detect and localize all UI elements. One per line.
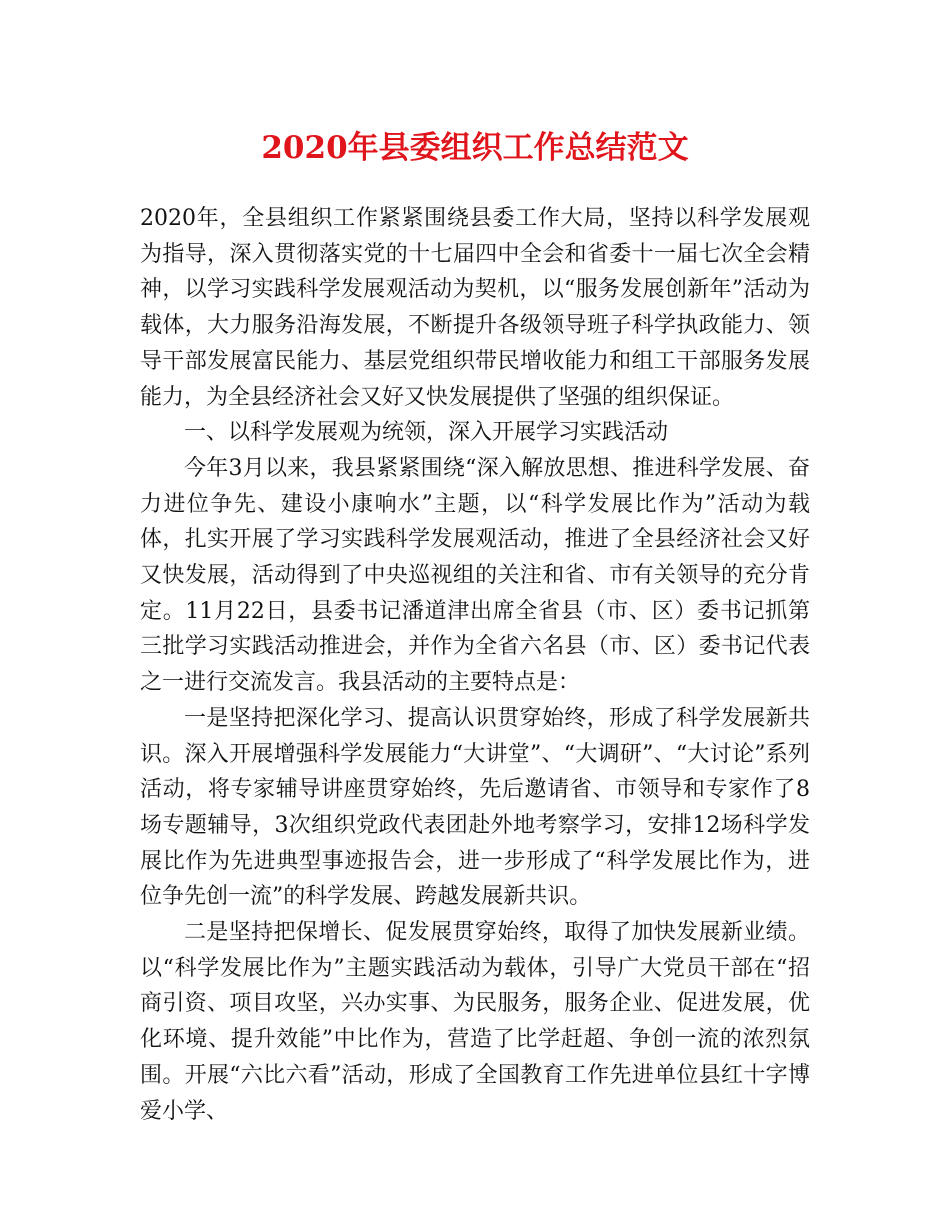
- document-body: [140, 201, 810, 1129]
- paragraph: 今年3月以来，我县紧紧围绕“深入解放思想、推进科学发展、奋力进位争先、建设小康响水”主题，以“科学发展比作为”活动为载体，扎实开展了学习实践科学发展观活动，推进了全县经济社会又好又快发展，活动得到了中央巡视组的关注和省、市有关领导的充分肯定。11月22日，县委书记潘道津出席全省县（市、区）委书记抓第三批学习实践活动推进会，并作为全省六名县（市、区）委书记代表之一进行交流发言。我县活动的主要特点是：: [140, 455, 810, 696]
- paragraph-intro: 2020年，全县组织工作紧紧围绕县委工作大局，坚持以科学发展观为指导，深入贯彻落实党的十七届四中全会和省委十一届七次全会精神，以学习实践科学发展观活动为契机，以“服务发展创新年”活动为载体，大力服务沿海发展，不断提升各级领导班子科学执政能力、领导干部发展富民能力、基层党组织带民增收能力和组工干部服务发展能力，为全县经济社会又好又快发展提供了坚强的组织保证。: [140, 206, 810, 410]
- section-heading-1: 一、以科学发展观为统领，深入开展学习实践活动: [184, 420, 669, 446]
- paragraph: 一是坚持把深化学习、提高认识贯穿始终，形成了科学发展新共识。深入开展增强科学发展能力“大讲堂”、“大调研”、“大讨论”系列活动，将专家辅导讲座贯穿始终，先后邀请省、市领导和专家作了8场专题辅导，3次组织党政代表团赴外地考察学习，安排12场科学发展比作为先进典型事迹报告会，进一步形成了“科学发展比作为，进位争先创一流”的科学发展、跨越发展新共识。: [140, 705, 810, 910]
- document-title: 2020年县委组织工作总结范文: [261, 130, 689, 166]
- paragraph: 二是坚持把保增长、促发展贯穿始终，取得了加快发展新业绩。以“科学发展比作为”主题实践活动为载体，引导广大党员干部在“招商引资、项目攻坚，兴办实事、为民服务，服务企业、促进发展，优化环境、提升效能”中比作为，营造了比学赶超、争创一流的浓烈氛围。开展“六比六看”活动，形成了全国教育工作先进单位县红十字博爱小学、: [140, 920, 810, 1124]
